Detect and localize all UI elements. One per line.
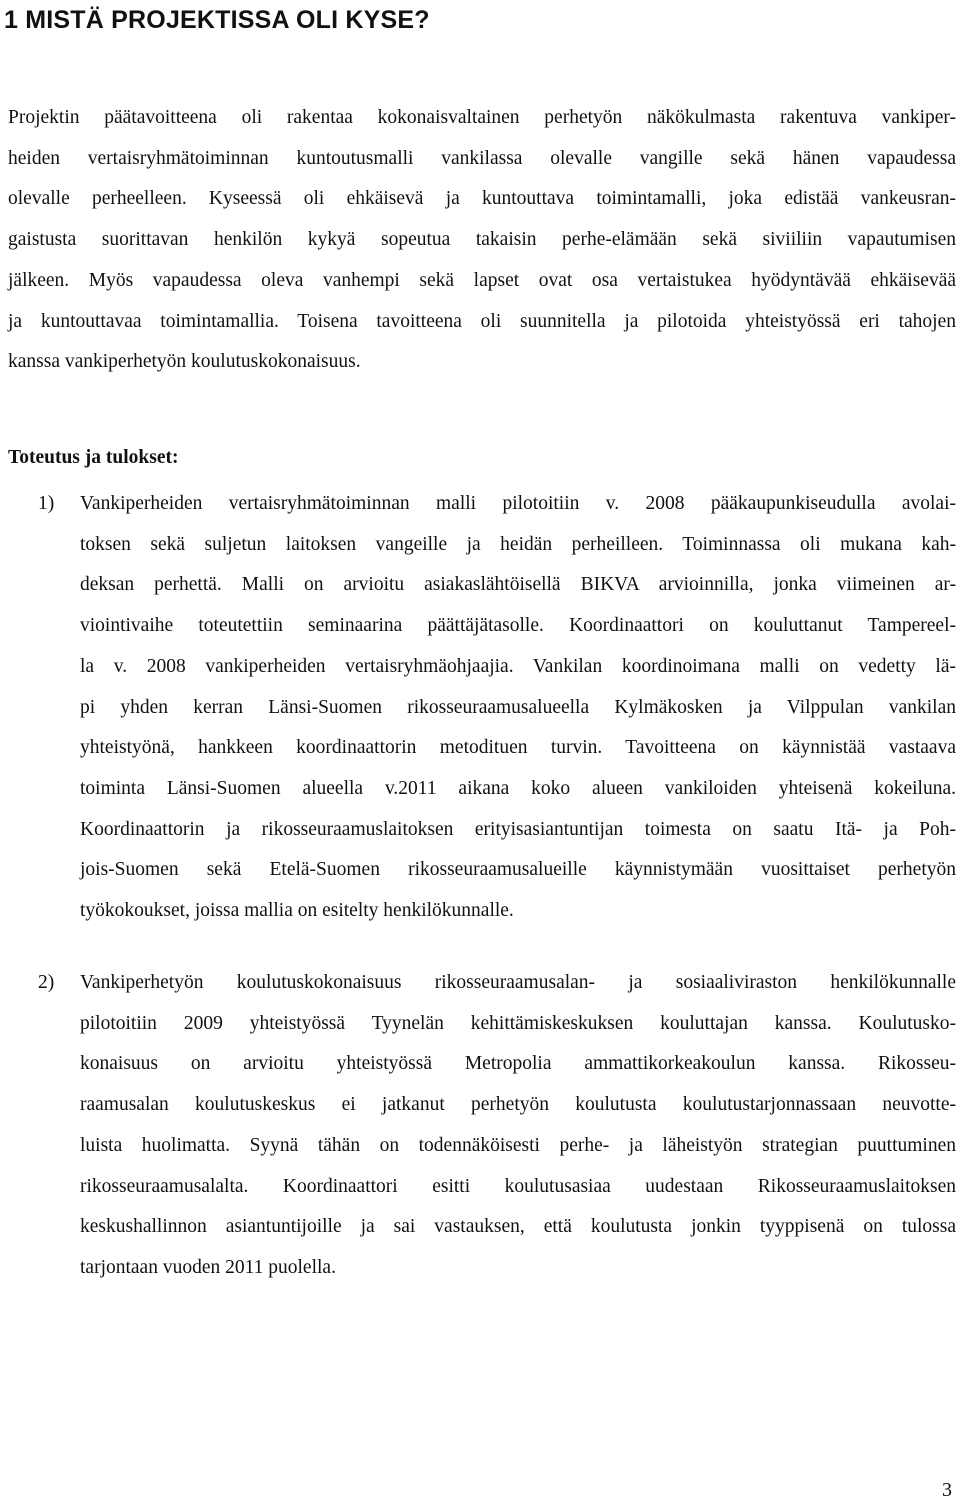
text-line: gaistusta suorittavan henkilön kykyä sopeutua takaisin perhe-elämään sekä siviiliin vapautumisen <box>8 229 956 251</box>
text-line: konaisuus on arvioitu yhteistyössä Metropolia ammattikorkeakoulun kanssa. Rikosseu- <box>80 1053 956 1075</box>
list-item-text <box>80 963 956 1289</box>
text-line: kanssa vankiperhetyön koulutuskokonaisuus. <box>8 351 361 373</box>
text-line: viointivaihe toteutettiin seminaarina päättäjätasolle. Koordinaattori on kouluttanut Tampereel- <box>80 615 956 637</box>
text-line: pilotoitiin 2009 yhteistyössä Tyynelän kehittämiskeskuksen kouluttajan kanssa. Koulutusko- <box>80 1012 956 1034</box>
list-item-text <box>80 484 956 932</box>
text-line: rikosseuraamusalalta. Koordinaattori esitti koulutusasiaa uudestaan Rikosseuraamuslaitoksen <box>80 1175 956 1197</box>
text-line: jois-Suomen sekä Etelä-Suomen rikosseuraamusalueille käynnistymään vuosittaiset perhetyön <box>80 859 956 881</box>
text-line: keskushallinnon asiantuntijoille ja sai vastauksen, että koulutusta jonkin tyyppisenä on tulossa <box>80 1216 956 1238</box>
text-line: ja kuntouttavaa toimintamallia. Toisena tavoitteena oli suunnitella ja pilotoida yhteistyössä eri tahojen <box>8 310 956 332</box>
text-line: la v. 2008 vankiperheiden vertaisryhmäohjaajia. Vankilan koordinoimana malli on vedetty lä- <box>80 655 956 677</box>
text-line: deksan perhettä. Malli on arvioitu asiakaslähtöisellä BIKVA arvioinnilla, jonka viimeinen ar- <box>80 574 956 596</box>
text-line: työkokoukset, joissa mallia on esitelty henkilökunnalle. <box>80 900 514 922</box>
text-line: luista huolimatta. Syynä tähän on todennäköisesti perhe- ja läheistyön strategian puuttuminen <box>80 1134 956 1156</box>
intro-paragraph <box>8 98 956 383</box>
section-heading: 1 MISTÄ PROJEKTISSA OLI KYSE? <box>4 6 430 34</box>
text-line: Projektin päätavoitteena oli rakentaa kokonaisvaltainen perhetyön näkökulmasta rakentuva vankiper- <box>8 107 956 128</box>
text-line: heiden vertaisryhmätoiminnan kuntoutusmalli vankilassa olevalle vangille sekä hänen vapaudessa <box>8 147 956 169</box>
list-item-number: 2) <box>38 972 55 993</box>
text-line: Vankiperheiden vertaisryhmätoiminnan malli pilotoitiin v. 2008 pääkaupunkiseudulla avolai- <box>80 493 956 514</box>
text-line: toksen sekä suljetun laitoksen vangeille ja heidän perheilleen. Toiminnassa oli mukana kah- <box>80 533 956 555</box>
text-line: olevalle perheelleen. Kyseessä oli ehkäisevä ja kuntouttava toimintamalli, joka edistää vankeusran- <box>8 188 956 210</box>
text-line: yhteistyönä, hankkeen koordinaattorin metodituen turvin. Tavoitteena on käynnistää vastaava <box>80 737 956 759</box>
text-line: jälkeen. Myös vapaudessa oleva vanhempi sekä lapset ovat osa vertaistukea hyödyntävää ehkäisevää <box>8 269 956 291</box>
text-line: tarjontaan vuoden 2011 puolella. <box>80 1256 336 1278</box>
text-line: raamusalan koulutuskeskus ei jatkanut perhetyön koulutusta koulutustarjonnassaan neuvotte- <box>80 1094 956 1116</box>
text-line: Koordinaattorin ja rikosseuraamuslaitoksen erityisasiantuntijan toimesta on saatu Itä- ja Poh- <box>80 818 956 840</box>
text-line: toiminta Länsi-Suomen alueella v.2011 aikana koko alueen vankiloiden yhteisenä kokeiluna. <box>80 777 956 799</box>
page-number: 3 <box>942 1479 952 1501</box>
text-line: pi yhden kerran Länsi-Suomen rikosseuraamusalueella Kylmäkosken ja Vilppulan vankilan <box>80 696 956 718</box>
results-subheading: Toteutus ja tulokset: <box>8 447 179 468</box>
list-item-number: 1) <box>38 493 55 514</box>
text-line: Vankiperhetyön koulutuskokonaisuus rikosseuraamusalan- ja sosiaaliviraston henkilökunnalle <box>80 972 956 993</box>
